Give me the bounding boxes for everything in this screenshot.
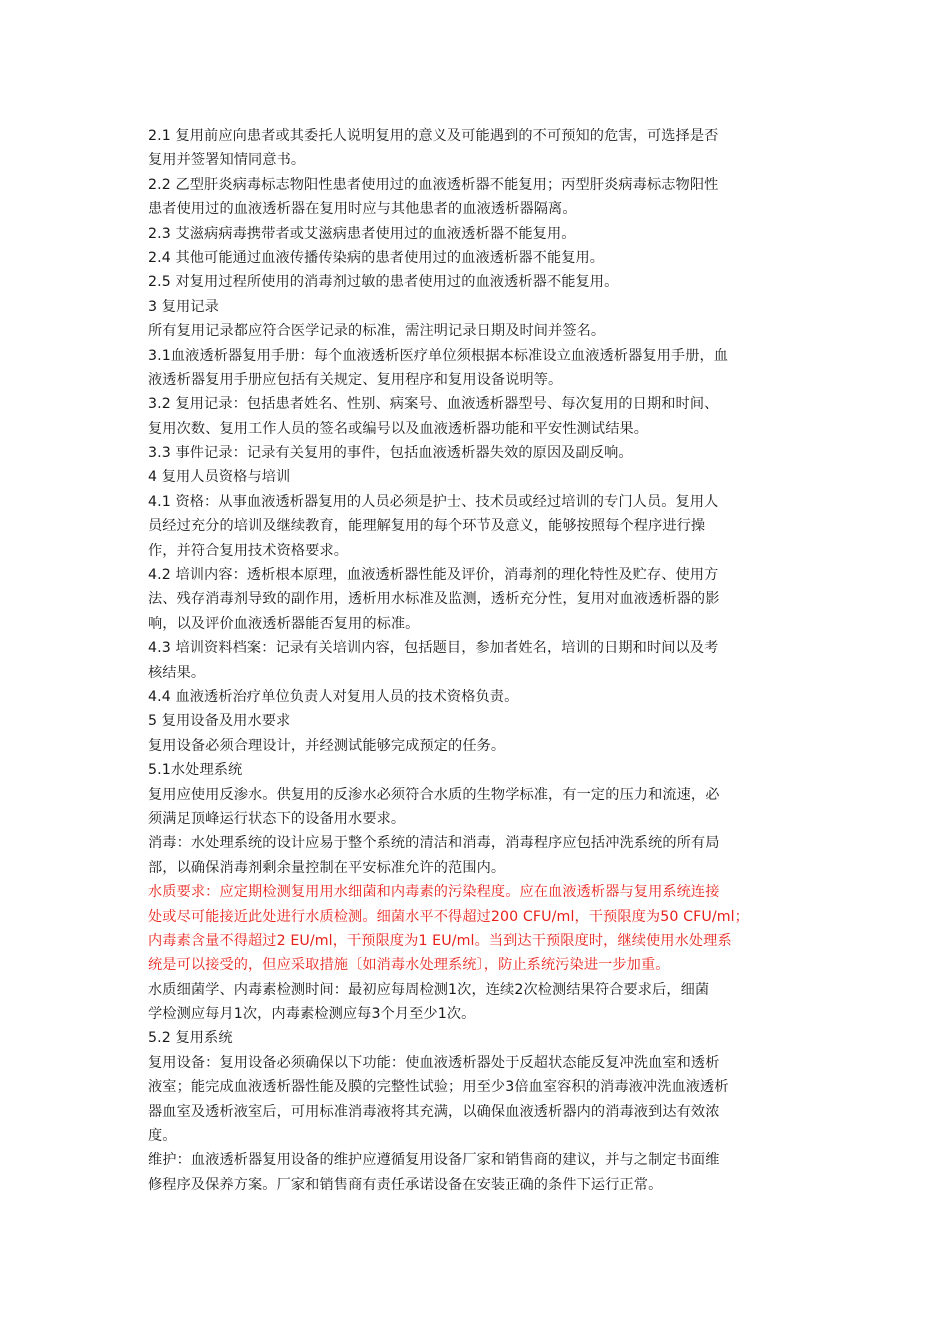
text-line: 作，并符合复用技术资格要求。 bbox=[148, 542, 349, 559]
text-line: 3.1血液透析器复用手册：每个血液透析医疗单位须根据本标准设立血液透析器复用手册，血 bbox=[148, 347, 729, 364]
text-line: 复用设备必须合理设计，并经测试能够完成预定的任务。 bbox=[148, 737, 506, 754]
text-line: 5.2 复用系统 bbox=[148, 1030, 233, 1047]
text-line: 液透析器复用手册应包括有关规定、复用程序和复用设备说明等。 bbox=[148, 371, 563, 388]
text-line: 维护：血液透析器复用设备的维护应遵循复用设备厂家和销售商的建议，并与之制定书面维 bbox=[148, 1152, 720, 1169]
text-line: 5 复用设备及用水要求 bbox=[148, 713, 291, 730]
text-line: 复用并签署知情同意书。 bbox=[148, 152, 306, 169]
text-line: 须满足顶峰运行状态下的设备用水要求。 bbox=[148, 810, 406, 827]
text-line: 3 复用记录 bbox=[148, 298, 219, 315]
text-line: 度。 bbox=[148, 1128, 177, 1145]
text-line: 所有复用记录都应符合医学记录的标准，需注明记录日期及时间并签名。 bbox=[148, 323, 606, 340]
text-line: 法、残存消毒剂导致的副作用，透析用水标准及监测，透析充分性，复用对血液透析器的影 bbox=[148, 591, 720, 608]
highlighted-text-line: 内毒素含量不得超过2 EU/ml，干预限度为1 EU/ml。当到达干预限度时，继续使用水处理系 bbox=[148, 932, 732, 949]
text-line: 2.3 艾滋病病毒携带者或艾滋病患者使用过的血液透析器不能复用。 bbox=[148, 225, 576, 242]
text-line: 5.1水处理系统 bbox=[148, 762, 243, 779]
highlighted-text-line: 统是可以接受的，但应采取措施〔如消毒水处理系统〕，防止系统污染进一步加重。 bbox=[148, 957, 670, 974]
text-line: 消毒：水处理系统的设计应易于整个系统的清洁和消毒，消毒程序应包括冲洗系统的所有局 bbox=[148, 835, 720, 852]
highlighted-text-line: 处或尽可能接近此处进行水质检测。细菌水平不得超过200 CFU/ml，干预限度为50 CFU/ml； bbox=[148, 908, 749, 925]
text-line: 4.2 培训内容：透析根本原理，血液透析器性能及评价，消毒剂的理化特性及贮存、使用方 bbox=[148, 567, 719, 584]
text-line: 核结果。 bbox=[148, 664, 206, 681]
text-line: 复用设备：复用设备必须确保以下功能：使血液透析器处于反超状态能反复冲洗血室和透析 bbox=[148, 1054, 720, 1071]
text-line: 3.2 复用记录：包括患者姓名、性别、病案号、血液透析器型号、每次复用的日期和时间、 bbox=[148, 396, 719, 413]
text-line: 4.1 资格：从事血液透析器复用的人员必须是护士、技术员或经过培训的专门人员。复用人 bbox=[148, 493, 719, 510]
document-page bbox=[148, 124, 812, 1197]
text-line: 员经过充分的培训及继续教育，能理解复用的每个环节及意义，能够按照每个程序进行操 bbox=[148, 518, 706, 535]
text-line: 学检测应每月1次，内毒素检测应每3个月至少1次。 bbox=[148, 1006, 476, 1023]
text-line: 修程序及保养方案。厂家和销售商有责任承诺设备在安装正确的条件下运行正常。 bbox=[148, 1176, 663, 1193]
text-line: 2.5 对复用过程所使用的消毒剂过敏的患者使用过的血液透析器不能复用。 bbox=[148, 274, 619, 291]
text-line: 2.2 乙型肝炎病毒标志物阳性患者使用过的血液透析器不能复用；丙型肝炎病毒标志物阳性 bbox=[148, 176, 719, 193]
text-line: 4.3 培训资料档案：记录有关培训内容，包括题目，参加者姓名，培训的日期和时间以及考 bbox=[148, 640, 719, 657]
text-line: 患者使用过的血液透析器在复用时应与其他患者的血液透析器隔离。 bbox=[148, 201, 577, 218]
text-line: 部，以确保消毒剂剩余量控制在平安标准允许的范围内。 bbox=[148, 859, 506, 876]
text-line: 液室；能完成血液透析器性能及膜的完整性试验；用至少3倍血室容积的消毒液冲洗血液透析 bbox=[148, 1079, 729, 1096]
text-line: 4 复用人员资格与培训 bbox=[148, 469, 291, 486]
text-line: 复用应使用反渗水。供复用的反渗水必须符合水质的生物学标准，有一定的压力和流速，必 bbox=[148, 786, 720, 803]
text-line: 2.1 复用前应向患者或其委托人说明复用的意义及可能遇到的不可预知的危害，可选择是否 bbox=[148, 128, 719, 144]
highlighted-text-line: 水质要求：应定期检测复用用水细菌和内毒素的污染程度。应在血液透析器与复用系统连接 bbox=[148, 884, 720, 901]
text-line: 响，以及评价血液透析器能否复用的标准。 bbox=[148, 615, 420, 632]
text-line: 2.4 其他可能通过血液传播传染病的患者使用过的血液透析器不能复用。 bbox=[148, 249, 605, 266]
text-line: 水质细菌学、内毒素检测时间：最初应每周检测1次，连续2次检测结果符合要求后，细菌 bbox=[148, 981, 710, 998]
text-line: 器血室及透析液室后，可用标准消毒液将其充满，以确保血液透析器内的消毒液到达有效浓 bbox=[148, 1103, 720, 1120]
text-line: 3.3 事件记录：记录有关复用的事件，包括血液透析器失效的原因及副反响。 bbox=[148, 445, 633, 462]
text-line: 4.4 血液透析治疗单位负责人对复用人员的技术资格负责。 bbox=[148, 688, 519, 705]
text-line: 复用次数、复用工作人员的签名或编号以及血液透析器功能和平安性测试结果。 bbox=[148, 420, 649, 437]
